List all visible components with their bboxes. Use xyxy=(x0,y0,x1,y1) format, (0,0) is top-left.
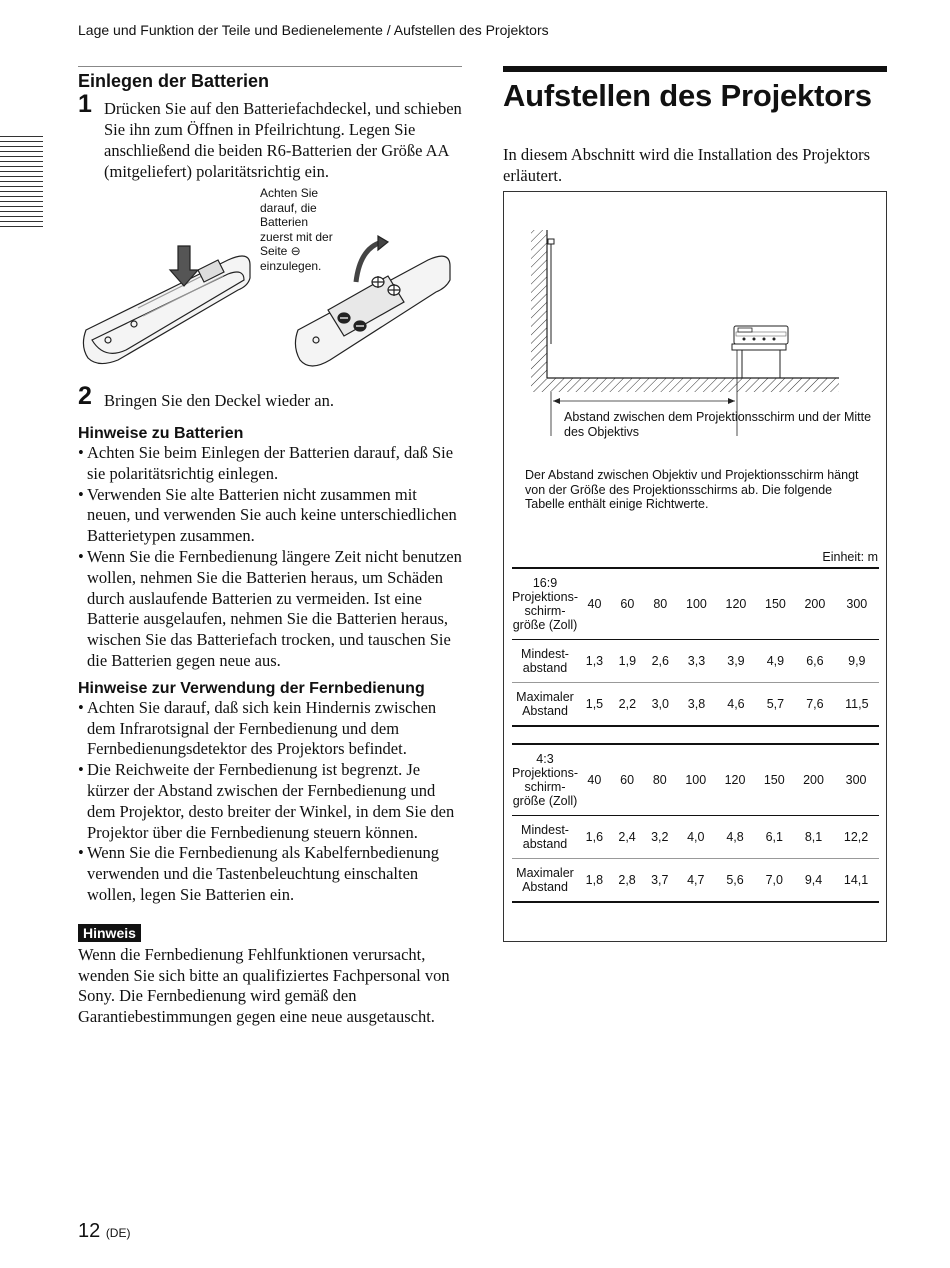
table-4-3 xyxy=(512,743,879,903)
label-line: schirm- xyxy=(524,780,566,794)
step-number: 1 xyxy=(78,90,92,118)
table-16-9 xyxy=(512,567,879,727)
label-line: abstand xyxy=(522,837,568,851)
notes-remote-list xyxy=(78,698,462,906)
hinweis-block xyxy=(78,924,462,1028)
value-cell: 1,3 xyxy=(585,654,604,668)
label-line: Projektions- xyxy=(512,766,578,780)
value-cell: 11,5 xyxy=(845,697,869,711)
value-cell: 12,2 xyxy=(843,830,869,844)
size-cell: 120 xyxy=(725,597,747,611)
page-title: Aufstellen des Projektors xyxy=(503,78,872,113)
row-label xyxy=(512,683,578,727)
value-cell: 3,2 xyxy=(651,830,669,844)
size-cell: 300 xyxy=(845,773,867,787)
list-item: • Die Reichweite der Fernbedienung ist begrenzt. Je kürzer der Abstand zwischen der Fernbedienung und dem Projektor, desto breiter der Winkel, in dem Sie den Projektor über die Fernbedienung steuern können. xyxy=(78,760,462,843)
battery-callout: Achten Sie darauf, die Batterien zuerst mit der Seite ⊖ einzulegen. xyxy=(260,186,333,273)
installation-box xyxy=(503,191,887,942)
value-cell: 7,0 xyxy=(765,873,783,887)
value-cell: 5,6 xyxy=(726,873,744,887)
value-cell: 3,9 xyxy=(727,654,745,668)
battery-illustration xyxy=(78,186,462,382)
left-column xyxy=(78,66,462,1028)
value-cell: 2,8 xyxy=(618,873,636,887)
page-number-value: 12 xyxy=(78,1220,101,1242)
size-cell: 200 xyxy=(804,597,826,611)
notes-batteries-list xyxy=(78,443,462,672)
table-row xyxy=(512,640,879,683)
value-cell: 6,1 xyxy=(765,830,783,844)
header-label xyxy=(512,744,578,816)
value-cell: 9,4 xyxy=(804,873,823,887)
table-row xyxy=(512,816,879,859)
value-cell: 2,2 xyxy=(618,697,637,711)
list-item: • Wenn Sie die Fernbedienung längere Zeit nicht benutzen wollen, nehmen Sie die Batterien heraus, um Schäden durch auslaufende Batterien zu vermeiden. Ist eine Batterie ausgelaufen, nehmen Sie die Batterien heraus, wischen Sie das Batteriefach trocken, und tauschen Sie die Batterien gegen neue aus. xyxy=(78,547,462,672)
label-line: größe (Zoll) xyxy=(512,794,578,808)
value-cell: 3,3 xyxy=(687,654,706,668)
value-cell: 8,1 xyxy=(804,830,823,844)
size-cell: 60 xyxy=(620,773,635,787)
list-item: • Verwenden Sie alte Batterien nicht zusammen mit neuen, und verwenden Sie auch keine unterschiedlichen Batterietypen zusammen. xyxy=(78,485,462,547)
step-text: Drücken Sie auf den Batteriefachdeckel, und schieben Sie ihn zum Öffnen in Pfeilrichtung. Legen Sie anschließend die beiden R6-Batterien der Größe AA (mitgeliefert) polaritätsrichtig ein. xyxy=(104,99,462,181)
step-text: Bringen Sie den Deckel wieder an. xyxy=(104,391,335,410)
size-cell: 120 xyxy=(724,773,746,787)
ratio-label: 4:3 xyxy=(536,752,554,766)
label-line: schirm- xyxy=(524,604,566,618)
size-cell: 300 xyxy=(846,597,868,611)
table-row xyxy=(512,683,879,727)
size-cell: 80 xyxy=(652,773,667,787)
box-note: Der Abstand zwischen Objektiv und Projektionsschirm hängt von der Größe des Projektionsschirms ab. Die folgende Tabelle enthält einige Richtwerte. xyxy=(525,468,859,511)
step-1 xyxy=(78,90,462,182)
intro-text: In diesem Abschnitt wird die Installation des Projektors erläutert. xyxy=(503,145,871,185)
section-rule xyxy=(78,66,462,67)
size-cell: 150 xyxy=(765,597,786,611)
value-cell: 1,9 xyxy=(618,654,637,668)
table-row xyxy=(512,859,879,903)
value-cell: 6,6 xyxy=(806,654,824,668)
label-line: Projektions- xyxy=(512,590,578,604)
value-cell: 1,8 xyxy=(585,873,604,887)
row-label xyxy=(512,859,578,903)
label-line: Maximaler xyxy=(516,690,574,704)
value-cell: 4,8 xyxy=(726,830,744,844)
label-line: Abstand xyxy=(522,880,568,894)
table-header-row xyxy=(512,744,879,816)
value-cell: 2,6 xyxy=(651,654,669,668)
value-cell: 3,0 xyxy=(651,697,669,711)
value-cell: 1,6 xyxy=(585,830,604,844)
label-line: Mindest- xyxy=(521,823,569,837)
value-cell: 2,4 xyxy=(618,830,636,844)
size-cell: 100 xyxy=(685,773,707,787)
notes-remote-title: Hinweise zur Verwendung der Fernbedienung xyxy=(78,679,425,697)
label-line: größe (Zoll) xyxy=(512,618,578,632)
running-header: Lage und Funktion der Teile und Bedienelemente / Aufstellen des Projektors xyxy=(78,22,549,38)
row-label xyxy=(512,816,578,859)
value-cell: 3,7 xyxy=(651,873,669,887)
value-cell: 4,7 xyxy=(687,873,705,887)
title-bar xyxy=(503,66,887,72)
page-lang: (DE) xyxy=(105,1226,131,1240)
size-cell: 80 xyxy=(653,597,668,611)
ratio-label: 16:9 xyxy=(532,576,558,590)
hinweis-text: Wenn die Fernbedienung Fehlfunktionen verursacht, wenden Sie sich bitte an qualifiziertes Fachpersonal von Sony. Die Fernbedienung wird gemäß den Garantiebestimmungen gegen eine neue ausgetauscht. xyxy=(78,944,450,1027)
value-cell: 5,7 xyxy=(766,697,785,711)
size-cell: 100 xyxy=(686,597,707,611)
value-cell: 4,6 xyxy=(727,697,745,711)
section-thumb-tab xyxy=(0,136,43,228)
table-header-row xyxy=(512,568,879,640)
label-line: Abstand xyxy=(522,704,568,718)
page-number xyxy=(78,1220,130,1243)
size-cell: 40 xyxy=(587,597,602,611)
unit-label: Einheit: m xyxy=(822,550,878,564)
value-cell: 9,9 xyxy=(848,654,866,668)
list-item: • Wenn Sie die Fernbedienung als Kabelfernbedienung verwenden und die Tastenbeleuchtung einschalten wollen, legen Sie Batterien ein. xyxy=(78,843,462,905)
value-cell: 3,8 xyxy=(687,697,706,711)
label-line: Mindest- xyxy=(521,647,569,661)
value-cell: 4,9 xyxy=(766,654,785,668)
hinweis-label: Hinweis xyxy=(78,924,141,942)
right-column xyxy=(503,66,887,894)
section-title: Einlegen der Batterien xyxy=(78,71,270,91)
value-cell: 1,5 xyxy=(585,697,604,711)
value-cell: 14,1 xyxy=(843,873,869,887)
size-cell: 60 xyxy=(620,597,635,611)
notes-batteries-title: Hinweise zu Batterien xyxy=(78,425,244,442)
label-line: abstand xyxy=(522,661,568,675)
step-number: 2 xyxy=(78,382,92,410)
size-cell: 200 xyxy=(803,773,824,787)
value-cell: 7,6 xyxy=(806,697,824,711)
size-cell: 40 xyxy=(587,773,602,787)
header-label xyxy=(512,568,578,640)
list-item: • Achten Sie beim Einlegen der Batterien darauf, daß Sie sie polaritätsrichtig einlegen. xyxy=(78,443,462,485)
row-label xyxy=(512,640,578,683)
value-cell: 4,0 xyxy=(687,830,705,844)
step-2 xyxy=(78,382,462,411)
label-line: Maximaler xyxy=(516,866,574,880)
size-cell: 150 xyxy=(763,773,785,787)
distance-label: Abstand zwischen dem Projektionsschirm und der Mitte des Objektivs xyxy=(564,410,872,439)
list-item: • Achten Sie darauf, daß sich kein Hindernis zwischen dem Infrarotsignal der Fernbedienung und dem Fernbedienungsdetektor des Projektors befindet. xyxy=(78,698,462,760)
